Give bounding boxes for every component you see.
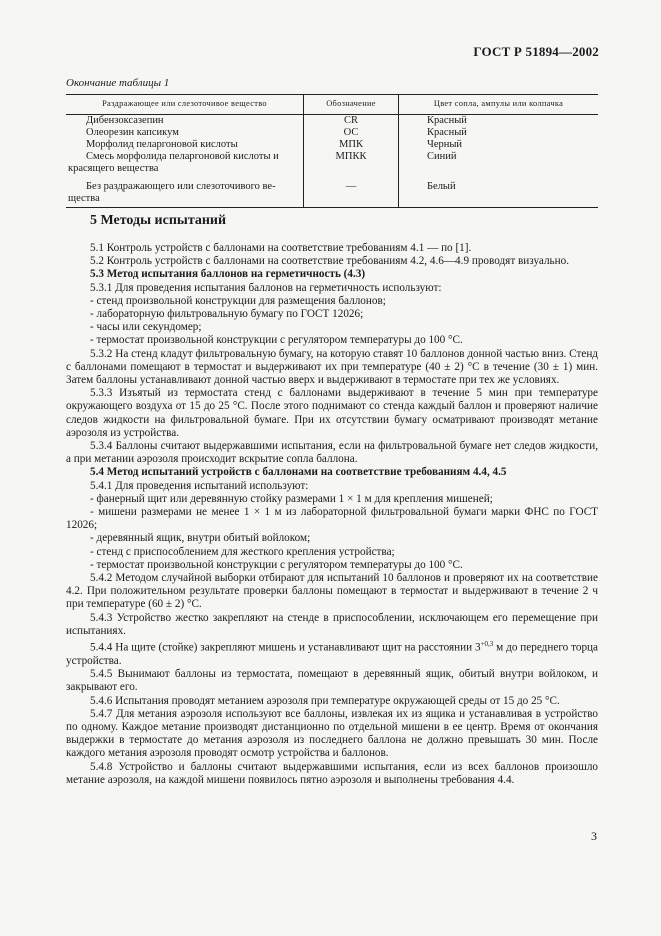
paragraph-5-4-4-text-end: м до переднего торца устройства. <box>66 641 598 668</box>
list-item: - стенд произвольной конструкции для размещения баллонов; <box>90 294 386 307</box>
cell-substance-line2: красящего вещества <box>68 163 159 174</box>
list-item: - деревянный ящик, внутри обитый войлоком; <box>90 532 311 545</box>
table-row <box>66 127 598 139</box>
subsection-heading-5-3: 5.3 Метод испытания баллонов на герметичность (4.3) <box>90 268 366 281</box>
table-row <box>66 139 598 151</box>
list-item: - фанерный щит или деревянную стойку размерами 1 × 1 м для крепления мишеней; <box>90 492 493 505</box>
cell-code: CR <box>304 115 399 128</box>
paragraph-5-3-1: 5.3.1 Для проведения испытания баллонов на герметичность используют: <box>90 281 442 294</box>
cell-code: — <box>304 175 399 208</box>
cell-color: Белый <box>399 175 599 208</box>
table-row <box>66 175 598 208</box>
cell-substance-line2: щества <box>68 193 100 204</box>
standard-code: ГОСТ Р 51894—2002 <box>473 44 599 59</box>
paragraph-5-4-7: 5.4.7 Для метания аэрозоля используют все баллоны, извлекая их из ящика и устанавливая в устройство по одному. Каждое метание производят дистанционно по отдельной мишени в ее центр. Время от окончания выдержки в термостате до метания аэрозоля из последнего баллона не должно превышать 30 мин. После каждого метания аэрозоля проводят осмотр устройства и баллонов. <box>66 707 598 760</box>
cell-code: ОС <box>304 127 399 139</box>
col-header-substance: Раздражающее или слезоточивое вещество <box>66 95 304 115</box>
paragraph-5-2: 5.2 Контроль устройств с баллонами на соответствие требованиям 4.2, 4.6—4.9 проводят визуально. <box>90 255 570 268</box>
list-item: - стенд с приспособлением для жесткого крепления устройства; <box>90 545 395 558</box>
paragraph-5-4-8: 5.4.8 Устройство и баллоны считают выдержавшими испытания, если из всех баллонов произошло метание аэрозоля, на каждой мишени появилось пятно аэрозоля и выполнены требования 4.4. <box>66 760 598 786</box>
substances-table <box>66 94 598 208</box>
paragraph-5-4-1: 5.4.1 Для проведения испытаний используют: <box>90 479 309 492</box>
table-row <box>66 151 598 175</box>
paragraph-5-4-5: 5.4.5 Вынимают баллоны из термостата, помещают в деревянный ящик, обитый внутри войлоком, и закрывают его. <box>66 668 598 694</box>
cell-substance-line1: Смесь морфолида пеларгоновой кислоты и <box>86 151 279 162</box>
cell-substance-line1: Без раздражающего или слезоточивого ве- <box>86 181 276 192</box>
list-item: - мишени размерами не менее 1 × 1 м из лабораторной фильтровальной бумаги марки ФНС по ГОСТ 12026; <box>66 506 598 532</box>
cell-color: Красный <box>399 115 599 128</box>
list-item: - часы или секундомер; <box>90 321 202 334</box>
section-title: 5 Методы испытаний <box>90 213 227 228</box>
cell-color: Синий <box>399 151 599 175</box>
paragraph-5-4-4 <box>66 638 598 668</box>
paragraph-5-1: 5.1 Контроль устройств с баллонами на соответствие требованиям 4.1 — по [1]. <box>90 242 472 254</box>
paragraph-5-3-4: 5.3.4 Баллоны считают выдержавшими испытания, если на фильтровальной бумаге нет следов жидкости, а при метании аэрозоля происходит вскрытие сопла баллона. <box>66 440 598 466</box>
table-caption: Окончание таблицы 1 <box>66 77 170 89</box>
page-number: 3 <box>591 829 597 843</box>
tolerance-superscript: +0,3 <box>480 640 494 649</box>
cell-code: МПК <box>304 139 399 151</box>
document-body <box>66 242 598 787</box>
subsection-heading-5-4: 5.4 Метод испытаний устройств с баллонами на соответствие требованиям 4.4, 4.5 <box>90 466 507 479</box>
table-header-row <box>66 95 598 115</box>
cell-substance: Дибензоксазепин <box>86 115 164 126</box>
cell-color: Черный <box>399 139 599 151</box>
list-item: - термостат произвольной конструкции с регулятором температуры до 100 °С. <box>90 558 463 571</box>
paragraph-5-3-2: 5.3.2 На стенд кладут фильтровальную бумагу, на которую ставят 10 баллонов донной частью вниз. Стенд с баллонами помещают в термостат и выдерживают их при температуре (40 ± 2) °С в течение (30 ± 1) мин. Затем баллоны устанавливают донной частью вверх и выдерживают в термостате при тех же условиях. <box>66 347 598 387</box>
col-header-color: Цвет сопла, ампулы или колпачка <box>399 95 599 115</box>
cell-color: Красный <box>399 127 599 139</box>
cell-substance: Олеорезин капсикум <box>86 127 179 138</box>
list-item: - лабораторную фильтровальную бумагу по ГОСТ 12026; <box>90 308 364 321</box>
list-item: - термостат произвольной конструкции с регулятором температуры до 100 °С. <box>90 334 463 347</box>
table-row <box>66 115 598 128</box>
cell-substance: Морфолид пеларгоновой кислоты <box>86 139 238 150</box>
paragraph-5-3-3: 5.3.3 Изъятый из термостата стенд с баллонами выдерживают в течение 5 мин при температуре окружающего воздуха от 15 до 25 °С. После этого поднимают со стенда каждый баллон и проверяют наличие следов жидкости на фильтровальной бумаге. При их отсутствии бумагу осматривают производят метание аэрозоля из устройства. <box>66 387 598 439</box>
paragraph-5-4-3: 5.4.3 Устройство жестко закрепляют на стенде в приспособлении, исключающем его перемещение при испытаниях. <box>66 611 598 637</box>
paragraph-5-4-4-text: 5.4.4 На щите (стойке) закрепляют мишень и устанавливают щит на расстоянии 3 <box>90 641 481 654</box>
cell-code: МПКК <box>304 151 399 175</box>
paragraph-5-4-2: 5.4.2 Методом случайной выборки отбирают для испытаний 10 баллонов и проверяют их на соответствие 4.2. При положительном результате проверки баллоны помещают в термостат и выдерживают в течение 2 ч при температуре (60 ± 2) °С. <box>66 572 598 611</box>
col-header-code: Обозначение <box>304 95 399 115</box>
paragraph-5-4-6: 5.4.6 Испытания проводят метанием аэрозоля при температуре окружающей среды от 15 до 25 °С. <box>90 694 560 707</box>
